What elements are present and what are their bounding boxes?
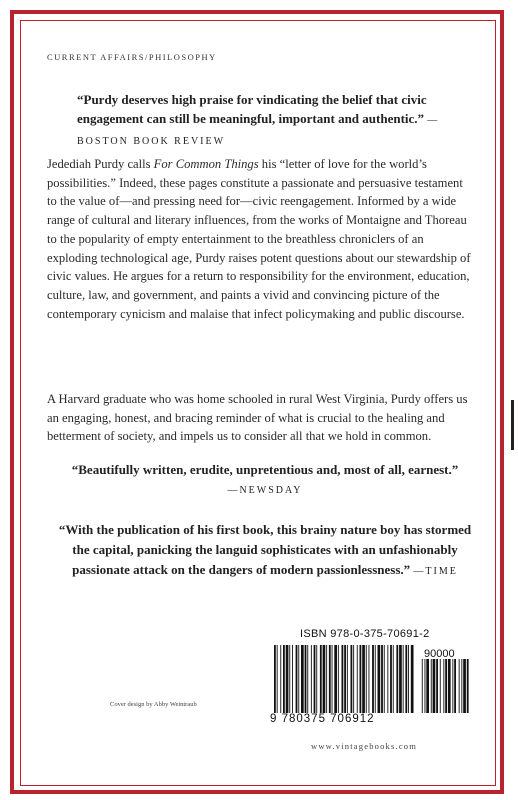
description-p1-rest: his “letter of love for the world’s possibilities.” Indeed, these pages constitute a passionate and persuasive testament to the value of—and pressing need for—civic reengagement. Informed by a wide range of cultural and literary influences, from the works of Montaigne and Thoreau to the popularity of empty entertainment to the breathless chroniclers of an exploding technological age, Purdy raises potent questions about our stewardship of civic values. He argues for a return to responsibility for the environment, education, culture, law, and government, and paints a vivid and convincing picture of the contemporary cynicism and malaise that infect policymaking and public discourse.: [47, 157, 471, 321]
price-code: 90000: [424, 648, 455, 660]
quote-text: “With the publication of his first book, this brainy nature boy has stormed the capital, panicking the languid sophisticates with an unfashionably passionate attack on the dangers of modern passionlessness.”: [58, 522, 472, 577]
isbn: ISBN 978-0-375-70691-2: [300, 628, 430, 640]
edge-mark: [511, 400, 514, 450]
cover-design-credit: Cover design by Abby Weintraub: [110, 701, 197, 708]
barcode-number: 9 780375 706912: [270, 713, 375, 725]
description-paragraph-1: [47, 155, 475, 323]
category-label: CURRENT AFFAIRS/PHILOSOPHY: [47, 52, 217, 62]
quote-time: [55, 520, 475, 582]
quote-text: “Beautifully written, erudite, unpretentious and, most of all, earnest.”: [71, 462, 459, 477]
description-p1-start: Jedediah Purdy calls: [47, 157, 154, 171]
description-paragraph-2: A Harvard graduate who was home schooled in rural West Virginia, Purdy offers us an engaging, honest, and bracing reminder of what is crucial to the healing and betterment of society, and impels us to consider all that we hold in common.: [47, 392, 468, 444]
quote-source: —TIME: [413, 566, 458, 577]
quote-newsday: [50, 460, 480, 500]
quote-source: —NEWSDAY: [227, 485, 303, 496]
quote-source: —BOSTON BOOK REVIEW: [77, 115, 440, 147]
publisher-website: www.vintagebooks.com: [311, 741, 418, 751]
quote-text: “Purdy deserves high praise for vindicating the belief that civic engagement can still be meaningful, important and authentic.”: [77, 92, 427, 126]
book-title: For Common Things: [153, 157, 259, 171]
quote-boston-book-review: [77, 90, 477, 151]
